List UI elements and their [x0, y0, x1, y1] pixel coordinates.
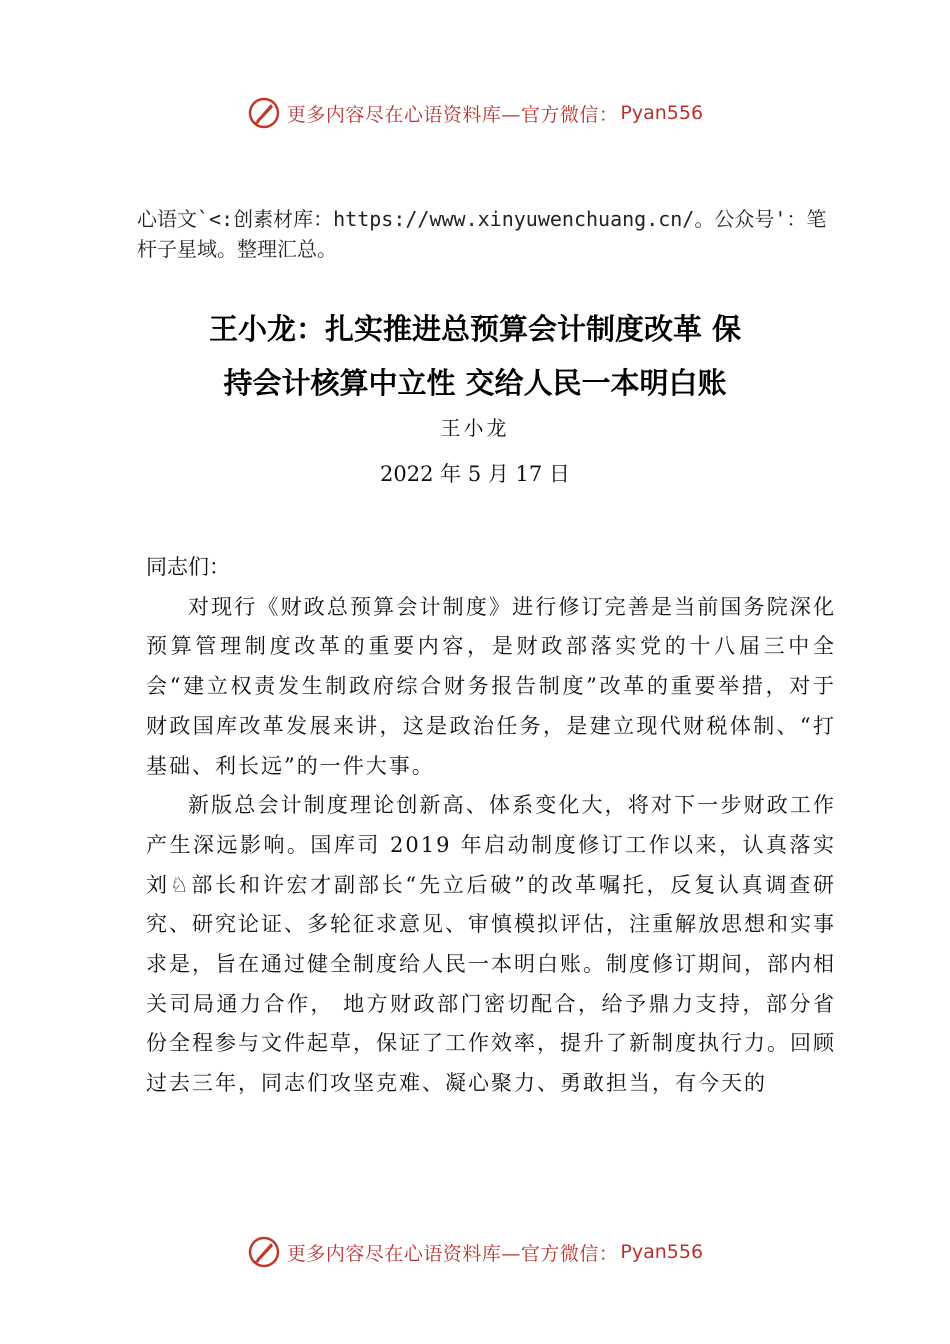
- footer-banner: [0, 1232, 950, 1272]
- title-line-1: 王小龙：扎实推进总预算会计制度改革 保: [208, 312, 742, 346]
- article-title: [120, 302, 830, 410]
- paragraph-1: 对现行《财政总预算会计制度》进行修订完善是当前国务院深化预算管理制度改革的重要内容，是财政部落实党的十八届三中全会“建立权责发生制政府综合财务报告制度”改革的重要举措，对于财政国库改革发展来讲，这是政治任务，是建立现代财税体制、“打基础、利长远”的一件大事。: [146, 594, 836, 778]
- title-line-2: 持会计核算中立性 交给人民一本明白账: [223, 366, 727, 400]
- source-note: 心语文`<:创素材库：https://www.xinyuwenchuang.cn/。公众号'：笔杆子星域。整理汇总。: [137, 207, 827, 261]
- article-author: 王小龙: [440, 416, 510, 440]
- banner-text: 更多内容尽在心语资料库—官方微信：: [286, 103, 619, 126]
- banner-text: 更多内容尽在心语资料库—官方微信：: [286, 1242, 619, 1265]
- paragraph-2: 新版总会计制度理论创新高、体系变化大，将对下一步财政工作产生深远影响。国库司 2019 年启动制度修订工作以来，认真落实刘♘部长和许宏才副部长“先立后破”的改革嘱托，反复认真调查研究、研究论证、多轮征求意见、审慎模拟评估，注重解放思想和实事求是，旨在通过健全制度给人民一本明白账。制度修订期间，部内相关司局通力合作， 地方财政部门密切配合，给予鼎力支持，部分省份全程参与文件起草，保证了工作效率，提升了新制度执行力。回顾过去三年，同志们攻坚克难、凝心聚力、勇敢担当，有今天的: [146, 793, 836, 1096]
- article-body: [146, 548, 836, 1104]
- quill-logo-icon: [247, 96, 281, 130]
- banner-wechat-id: Pyan556: [620, 102, 704, 124]
- header-banner: [0, 93, 950, 133]
- article-date: 2022 年 5 月 17 日: [380, 462, 570, 486]
- quill-logo-icon: [247, 1235, 281, 1269]
- greeting: 同志们：: [146, 555, 230, 579]
- banner-wechat-id: Pyan556: [620, 1241, 704, 1263]
